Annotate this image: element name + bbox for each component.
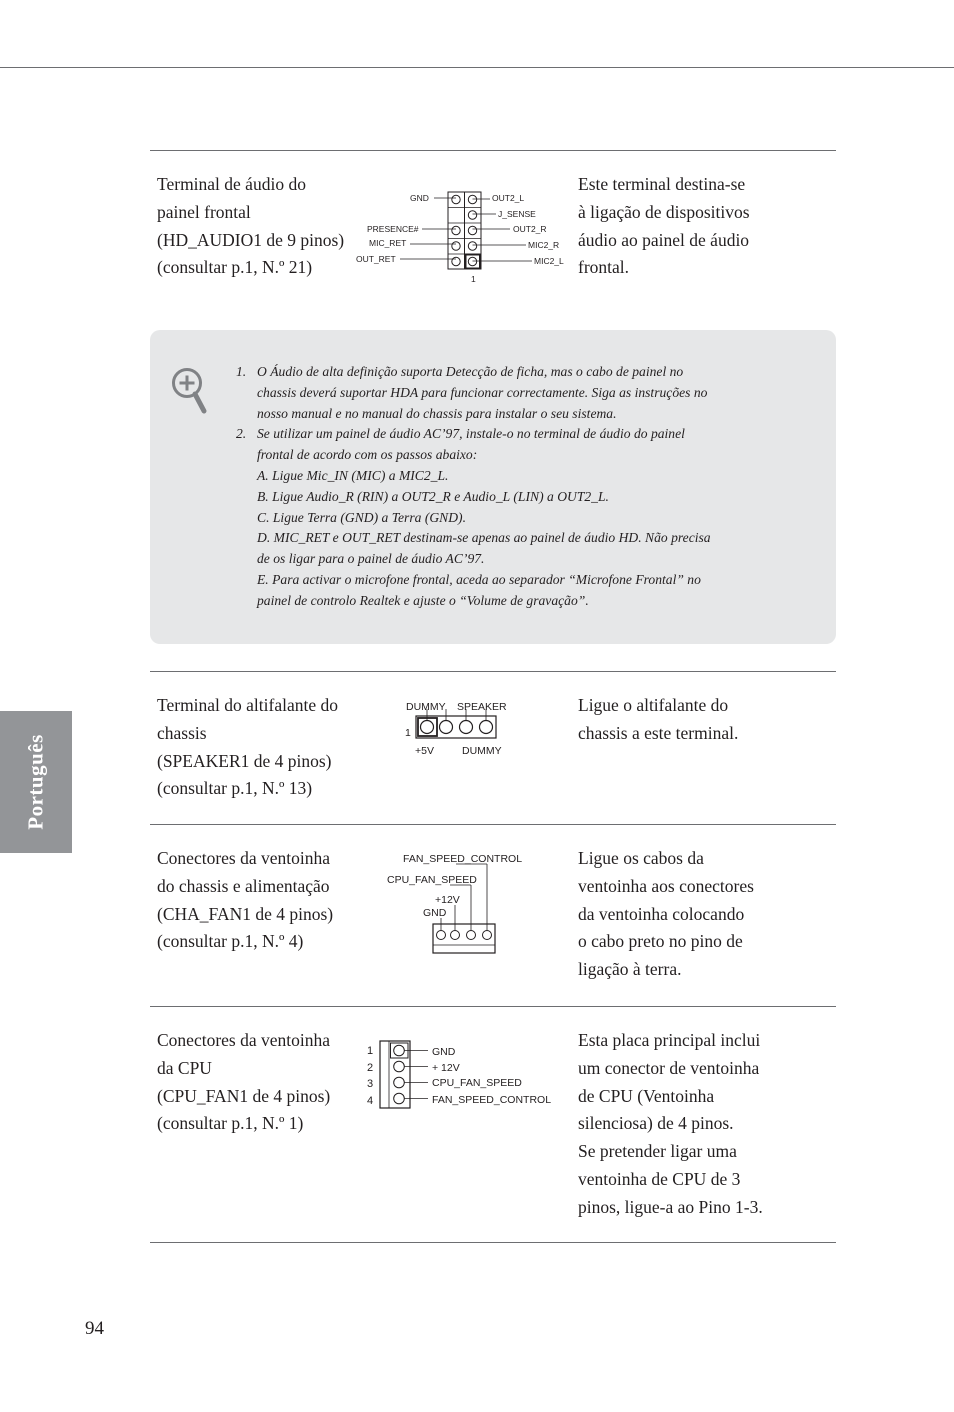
pin-label-fan-speed-control: FAN_SPEED_CONTROL bbox=[432, 1094, 552, 1106]
note-line: painel de controlo Realtek e ajuste o “Volume de gravação”. bbox=[257, 592, 589, 608]
text-line: Esta placa principal inclui bbox=[578, 1030, 761, 1050]
text-line: Conectores da ventoinha bbox=[157, 848, 331, 868]
text-line: Terminal do altifalante do bbox=[157, 695, 338, 715]
text-line: chassis bbox=[157, 722, 207, 743]
pin-label-out2-l: OUT2_L bbox=[492, 193, 525, 203]
text-line: à ligação de dispositivos bbox=[578, 201, 750, 222]
text-line: frontal. bbox=[578, 257, 630, 278]
text-line: (CHA_FAN1 de 4 pinos) bbox=[157, 903, 334, 924]
pin-number-1: 1 bbox=[367, 1045, 374, 1057]
section-divider bbox=[150, 150, 836, 151]
text-line: silenciosa) de 4 pinos. bbox=[578, 1113, 734, 1134]
pin-label-gnd: GND bbox=[432, 1046, 456, 1058]
pin-label-cpu-fan-speed: CPU_FAN_SPEED bbox=[432, 1077, 522, 1089]
section-divider bbox=[150, 824, 836, 825]
language-side-label: Português bbox=[23, 734, 48, 830]
note-line: E. Para activar o microfone frontal, aceda ao separador “Microfone Frontal” no bbox=[257, 571, 701, 587]
hd-audio-description bbox=[578, 171, 798, 282]
note-line: O Áudio de alta definição suporta Detecção de ficha, mas o cabo de painel no bbox=[257, 364, 684, 379]
cha-fan-title bbox=[157, 845, 367, 956]
pin-label-speaker: SPEAKER bbox=[457, 701, 507, 713]
cpu-fan-description bbox=[578, 1027, 798, 1222]
pin-label-mic-ret: MIC_RET bbox=[369, 238, 407, 248]
note-line: D. MIC_RET e OUT_RET destinam-se apenas ao painel de áudio HD. Não precisa bbox=[257, 530, 711, 546]
text-line: pinos, ligue-a ao Pino 1-3. bbox=[578, 1196, 763, 1217]
text-line: da ventoinha colocando bbox=[578, 903, 745, 924]
note-line: Se utilizar um painel de áudio AC’97, instale-o no terminal de áudio do painel bbox=[257, 426, 685, 442]
section-divider bbox=[150, 671, 836, 672]
text-line: Se pretender ligar uma bbox=[578, 1141, 737, 1162]
text-line: chassis a este terminal. bbox=[578, 722, 739, 743]
text-line: (CPU_FAN1 de 4 pinos) bbox=[157, 1085, 331, 1106]
pin-label-mic2-l: MIC2_L bbox=[534, 256, 564, 266]
pin-label-gnd: GND bbox=[423, 907, 447, 919]
pin-label-presence: PRESENCE# bbox=[367, 224, 419, 234]
pin-label-fan-speed-control: FAN_SPEED_CONTROL bbox=[403, 853, 523, 865]
cpu-fan-title bbox=[157, 1027, 367, 1138]
text-line: Este terminal destina-se bbox=[578, 174, 746, 194]
text-line: Ligue o altifalante do bbox=[578, 695, 729, 715]
pin-one-label: 1 bbox=[405, 727, 411, 739]
text-line: ventoinha aos conectores bbox=[578, 875, 754, 896]
top-rule bbox=[0, 67, 954, 68]
magnifier-icon bbox=[170, 366, 212, 416]
pin-label-cpu-fan-speed: CPU_FAN_SPEED bbox=[387, 874, 477, 886]
note-number: 2. bbox=[236, 426, 247, 442]
text-line: da CPU bbox=[157, 1057, 212, 1078]
hd-audio-title bbox=[157, 171, 367, 282]
text-line: (consultar p.1, N.º 13) bbox=[157, 778, 313, 799]
text-line: o cabo preto no pino de bbox=[578, 931, 743, 952]
note-line: chassis deverá suportar HDA para funcionar correctamente. Siga as instruções no bbox=[257, 384, 708, 400]
hd-audio-pin-diagram bbox=[350, 185, 580, 290]
page-number: 94 bbox=[85, 1318, 104, 1339]
pin-label-j-sense: J_SENSE bbox=[498, 209, 536, 219]
pin-number-4: 4 bbox=[367, 1095, 374, 1107]
text-line: Ligue os cabos da bbox=[578, 848, 704, 868]
section-divider bbox=[150, 1006, 836, 1007]
note-line: C. Ligue Terra (GND) a Terra (GND). bbox=[257, 509, 466, 525]
text-line: ventoinha de CPU de 3 bbox=[578, 1168, 741, 1189]
pin-number-3: 3 bbox=[367, 1078, 374, 1090]
text-line: Conectores da ventoinha bbox=[157, 1030, 331, 1050]
note-item bbox=[236, 362, 796, 424]
pin-label-12v: +12V bbox=[435, 894, 460, 906]
pin-number-2: 2 bbox=[367, 1062, 374, 1074]
text-line: (consultar p.1, N.º 4) bbox=[157, 931, 304, 952]
pin-label-12v: + 12V bbox=[432, 1062, 460, 1074]
cha-fan-pin-diagram bbox=[380, 848, 540, 958]
text-line: de CPU (Ventoinha bbox=[578, 1085, 715, 1106]
text-line: áudio ao painel de áudio bbox=[578, 229, 750, 250]
text-line: (HD_AUDIO1 de 9 pinos) bbox=[157, 229, 345, 250]
pin-one-label: 1 bbox=[471, 274, 476, 284]
text-line: ligação à terra. bbox=[578, 959, 682, 980]
speaker-title bbox=[157, 692, 367, 803]
pin-label-gnd: GND bbox=[410, 193, 429, 203]
note-line: A. Ligue Mic_IN (MIC) a MIC2_L. bbox=[257, 467, 449, 483]
text-line: (SPEAKER1 de 4 pinos) bbox=[157, 750, 332, 771]
note-number: 1. bbox=[236, 364, 247, 379]
note-line: frontal de acordo com os passos abaixo: bbox=[257, 447, 478, 463]
pin-label-mic2-r: MIC2_R bbox=[528, 240, 560, 250]
text-line: (consultar p.1, N.º 21) bbox=[157, 257, 313, 278]
speaker-pin-diagram bbox=[400, 696, 530, 761]
text-line: do chassis e alimentação bbox=[157, 875, 330, 896]
section-divider bbox=[150, 1242, 836, 1243]
pin-label-dummy-top: DUMMY bbox=[406, 701, 446, 713]
note-list bbox=[236, 362, 796, 612]
note-line: de os ligar para o painel de áudio AC’97. bbox=[257, 551, 485, 567]
text-line: (consultar p.1, N.º 1) bbox=[157, 1113, 304, 1134]
pin-label-5v: +5V bbox=[415, 745, 434, 757]
speaker-description bbox=[578, 692, 798, 748]
cha-fan-description bbox=[578, 845, 798, 984]
pin-label-dummy-bottom: DUMMY bbox=[462, 745, 502, 757]
note-item bbox=[236, 424, 796, 611]
pin-label-out-ret: OUT_RET bbox=[356, 254, 396, 264]
text-line: painel frontal bbox=[157, 201, 251, 222]
note-line: B. Ligue Audio_R (RIN) a OUT2_R e Audio_L (LIN) a OUT2_L. bbox=[257, 488, 609, 504]
pin-label-out2-r: OUT2_R bbox=[513, 224, 547, 234]
text-line: um conector de ventoinha bbox=[578, 1057, 760, 1078]
text-line: Terminal de áudio do bbox=[157, 174, 306, 194]
cpu-fan-pin-diagram bbox=[360, 1036, 570, 1112]
note-line: nosso manual e no manual do chassis para instalar o seu sistema. bbox=[257, 405, 617, 421]
